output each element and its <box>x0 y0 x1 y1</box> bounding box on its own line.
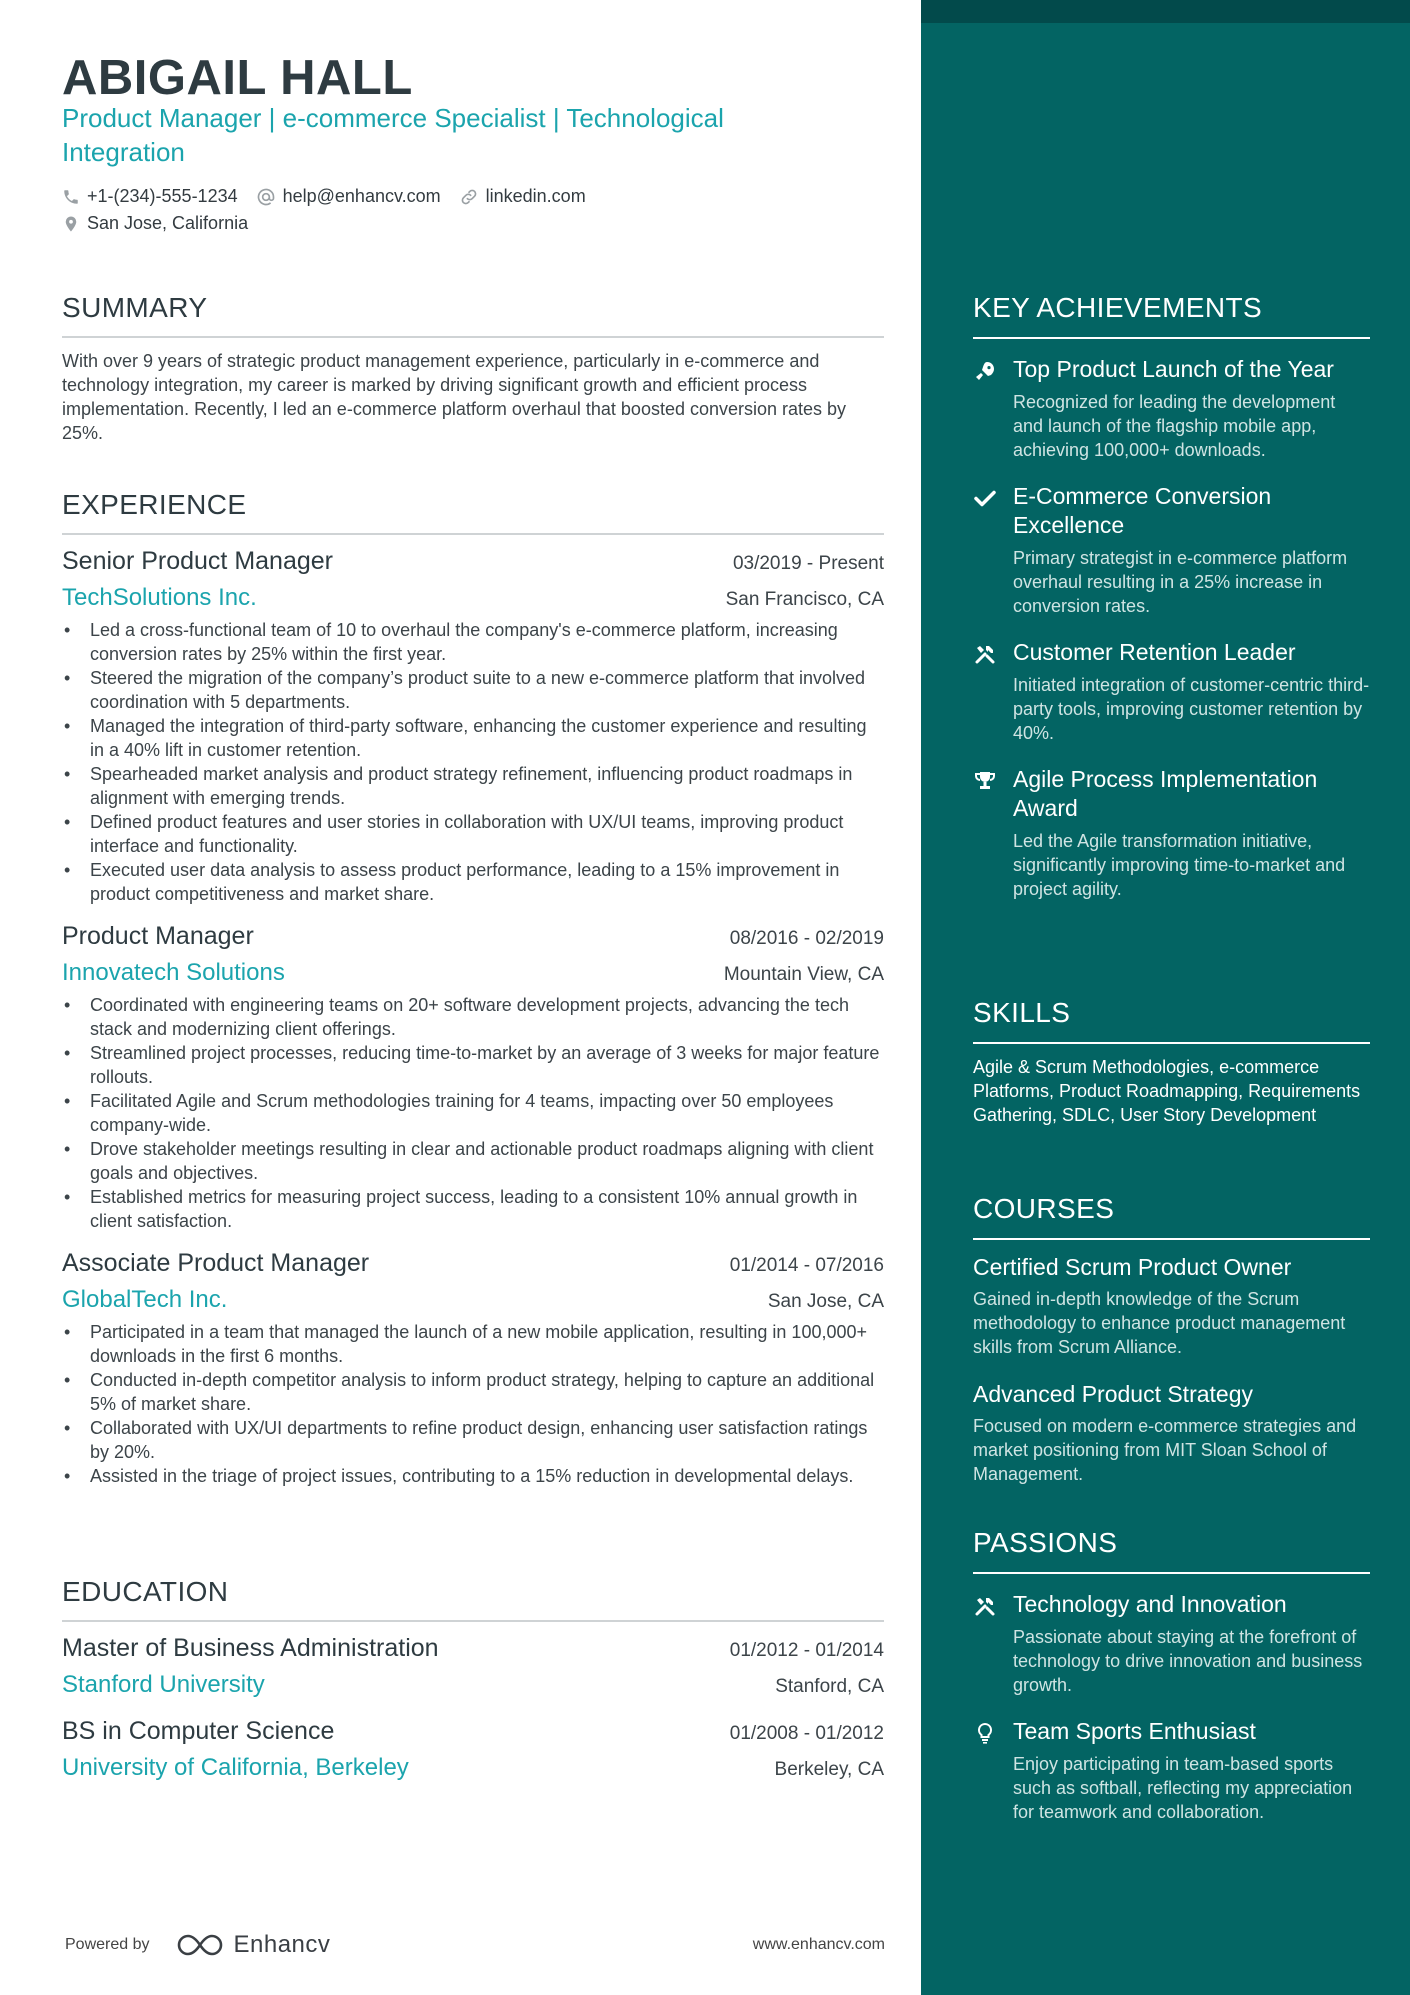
bullet-item: • Defined product features and user stories in collaboration with UX/UI teams, improving product interface and functionality. <box>62 810 884 858</box>
bullet-item: • Led a cross-functional team of 10 to overhaul the company's e-commerce platform, increasing conversion rates by 25% within the first year. <box>62 618 884 666</box>
achievement-title: Top Product Launch of the Year <box>1013 356 1334 382</box>
bullet-item: • Conducted in-depth competitor analysis to inform product strategy, helping to capture an additional 5% of market share. <box>62 1368 884 1416</box>
contact-row <box>62 186 604 207</box>
achievement-item <box>973 638 1370 745</box>
linkedin-text: linkedin.com <box>485 186 586 206</box>
passion-desc: Enjoy participating in team-based sports such as softball, reflecting my appreciation for teamwork and collaboration. <box>1013 1754 1353 1822</box>
degree-title: Master of Business Administration <box>62 1634 439 1662</box>
bullet-item: • Streamlined project processes, reducing time-to-market by an average of 3 weeks for major feature rollouts. <box>62 1041 884 1089</box>
course-item <box>973 1254 1370 1359</box>
lightbulb-icon <box>973 1721 997 1745</box>
education-dates: 01/2008 - 01/2012 <box>729 1723 884 1744</box>
achievement-desc: Led the Agile transformation initiative, significantly improving time-to-market and project agility. <box>1013 831 1346 899</box>
bullet-item: • Spearheaded market analysis and product strategy refinement, influencing product roadmaps in alignment with emerging trends. <box>62 762 884 810</box>
company-name: Innovatech Solutions <box>62 959 285 986</box>
powered-by <box>65 1931 330 1959</box>
company-name: TechSolutions Inc. <box>62 584 257 611</box>
experience-section <box>62 489 884 1488</box>
education-entry <box>62 1634 884 1699</box>
achievement-item <box>973 765 1370 901</box>
experience-title: EXPERIENCE <box>62 489 884 535</box>
job-location: San Jose, CA <box>767 1291 884 1312</box>
achievements-section <box>973 292 1370 901</box>
link-icon <box>459 187 479 207</box>
passions-title: PASSIONS <box>973 1527 1370 1574</box>
bullet-item: • Steered the migration of the company’s product suite to a new e-commerce platform that involved coordination with 5 departments. <box>62 666 884 714</box>
bullet-item: • Collaborated with UX/UI departments to refine product design, enhancing user satisfaction ratings by 20%. <box>62 1416 884 1464</box>
job-title: Senior Product Manager <box>62 547 333 575</box>
sidebar <box>921 0 1410 1995</box>
degree-title: BS in Computer Science <box>62 1717 335 1745</box>
achievement-desc: Initiated integration of customer-centric third-party tools, improving customer retention by 40%. <box>1013 675 1370 743</box>
location-pin-icon <box>62 214 80 234</box>
courses-section <box>973 1193 1370 1486</box>
phone-text: +1-(234)-555-1234 <box>87 186 238 206</box>
job-entry <box>62 922 884 1233</box>
brand-name: Enhancv <box>233 1931 331 1958</box>
job-dates: 08/2016 - 02/2019 <box>729 928 884 949</box>
job-location: San Francisco, CA <box>725 589 884 610</box>
achievement-title: E-Commerce Conversion Excellence <box>1013 483 1272 538</box>
achievements-title: KEY ACHIEVEMENTS <box>973 292 1370 339</box>
education-section <box>62 1576 884 1782</box>
school-name: University of California, Berkeley <box>62 1754 409 1781</box>
candidate-name: ABIGAIL HALL <box>62 51 413 105</box>
bullet-item: • Drove stakeholder meetings resulting in clear and actionable product roadmaps aligning with client goals and objectives. <box>62 1137 884 1185</box>
tools-icon <box>973 1594 997 1618</box>
job-bullets <box>62 1320 884 1488</box>
school-location: Stanford, CA <box>775 1676 884 1697</box>
candidate-headline: Product Manager | e-commerce Specialist | Technological Integration <box>62 103 724 167</box>
powered-by-label: Powered by <box>65 1936 150 1953</box>
at-sign-icon <box>256 187 276 207</box>
education-title: EDUCATION <box>62 1576 884 1622</box>
course-desc: Gained in-depth knowledge of the Scrum methodology to enhance product management skills from Scrum Alliance. <box>973 1289 1346 1357</box>
education-entry <box>62 1717 884 1782</box>
skills-title: SKILLS <box>973 997 1370 1044</box>
job-title: Product Manager <box>62 922 254 950</box>
passions-section <box>973 1527 1370 1824</box>
bullet-item: • Participated in a team that managed the launch of a new mobile application, resulting in 100,000+ downloads in the first 6 months. <box>62 1320 884 1368</box>
passion-title: Team Sports Enthusiast <box>1013 1718 1256 1744</box>
school-location: Berkeley, CA <box>774 1759 884 1780</box>
phone-icon <box>62 188 80 206</box>
contact-linkedin[interactable] <box>459 186 586 207</box>
summary-text: With over 9 years of strategic product management experience, particularly in e-commerce and technology integration, my career is marked by driving significant growth and efficient process implementation. Recently, I led an e-commerce platform overhaul that boosted conversion rates by 25%. <box>62 351 847 443</box>
bullet-item: • Assisted in the triage of project issues, contributing to a 15% reduction in developmental delays. <box>62 1464 884 1488</box>
passion-desc: Passionate about staying at the forefront of technology to drive innovation and business growth. <box>1013 1627 1363 1695</box>
skills-text: Agile & Scrum Methodologies, e-commerce Platforms, Product Roadmapping, Requirements Gathering, SDLC, User Story Development <box>973 1057 1361 1125</box>
bullet-item: • Facilitated Agile and Scrum methodologies training for 4 teams, impacting over 50 employees company-wide. <box>62 1089 884 1137</box>
job-location: Mountain View, CA <box>723 964 884 985</box>
job-dates: 03/2019 - Present <box>732 553 884 574</box>
email-text: help@enhancv.com <box>282 186 441 206</box>
course-title: Advanced Product Strategy <box>973 1381 1253 1407</box>
trophy-icon <box>973 769 997 793</box>
footer-website-link[interactable]: www.enhancv.com <box>752 1936 885 1953</box>
achievement-title: Agile Process Implementation Award <box>1013 766 1318 821</box>
company-name: GlobalTech Inc. <box>62 1286 228 1313</box>
footer <box>65 1925 885 1965</box>
course-desc: Focused on modern e-commerce strategies and market positioning from MIT Sloan School of Management. <box>973 1416 1357 1484</box>
contact-phone <box>62 186 238 207</box>
education-dates: 01/2012 - 01/2014 <box>729 1640 884 1661</box>
passion-item <box>973 1590 1370 1697</box>
job-entry <box>62 547 884 906</box>
bullet-item: • Executed user data analysis to assess product performance, leading to a 15% improvement in product competitiveness and market share. <box>62 858 884 906</box>
achievement-item <box>973 482 1370 618</box>
location-row <box>62 213 266 234</box>
rocket-icon <box>973 359 997 383</box>
passion-item <box>973 1717 1370 1824</box>
achievement-desc: Recognized for leading the development and launch of the flagship mobile app, achieving 100,000+ downloads. <box>1013 392 1336 460</box>
course-title: Certified Scrum Product Owner <box>973 1254 1292 1280</box>
contact-email[interactable] <box>256 186 441 207</box>
enhancv-logo-icon <box>176 1933 224 1957</box>
summary-title: SUMMARY <box>62 292 884 338</box>
checkmark-icon <box>973 486 997 510</box>
school-name: Stanford University <box>62 1671 265 1698</box>
skills-section <box>973 997 1370 1127</box>
course-item <box>973 1381 1370 1486</box>
passion-title: Technology and Innovation <box>1013 1591 1287 1617</box>
tools-icon <box>973 642 997 666</box>
contact-location <box>62 213 248 234</box>
job-dates: 01/2014 - 07/2016 <box>729 1255 884 1276</box>
job-title: Associate Product Manager <box>62 1249 370 1277</box>
achievement-desc: Primary strategist in e-commerce platform overhaul resulting in a 25% increase in conversion rates. <box>1013 548 1348 616</box>
bullet-item: • Coordinated with engineering teams on 20+ software development projects, advancing the tech stack and modernizing client offerings. <box>62 993 884 1041</box>
job-bullets <box>62 993 884 1233</box>
summary-section <box>62 292 884 445</box>
bullet-item: • Established metrics for measuring project success, leading to a consistent 10% annual growth in client satisfaction. <box>62 1185 884 1233</box>
bullet-item: • Managed the integration of third-party software, enhancing the customer experience and resulting in a 40% lift in customer retention. <box>62 714 884 762</box>
location-text: San Jose, California <box>87 213 249 233</box>
job-entry <box>62 1249 884 1488</box>
achievement-item <box>973 355 1370 462</box>
job-bullets <box>62 618 884 906</box>
courses-title: COURSES <box>973 1193 1370 1240</box>
sidebar-top-band <box>921 0 1410 23</box>
achievement-title: Customer Retention Leader <box>1013 639 1296 665</box>
